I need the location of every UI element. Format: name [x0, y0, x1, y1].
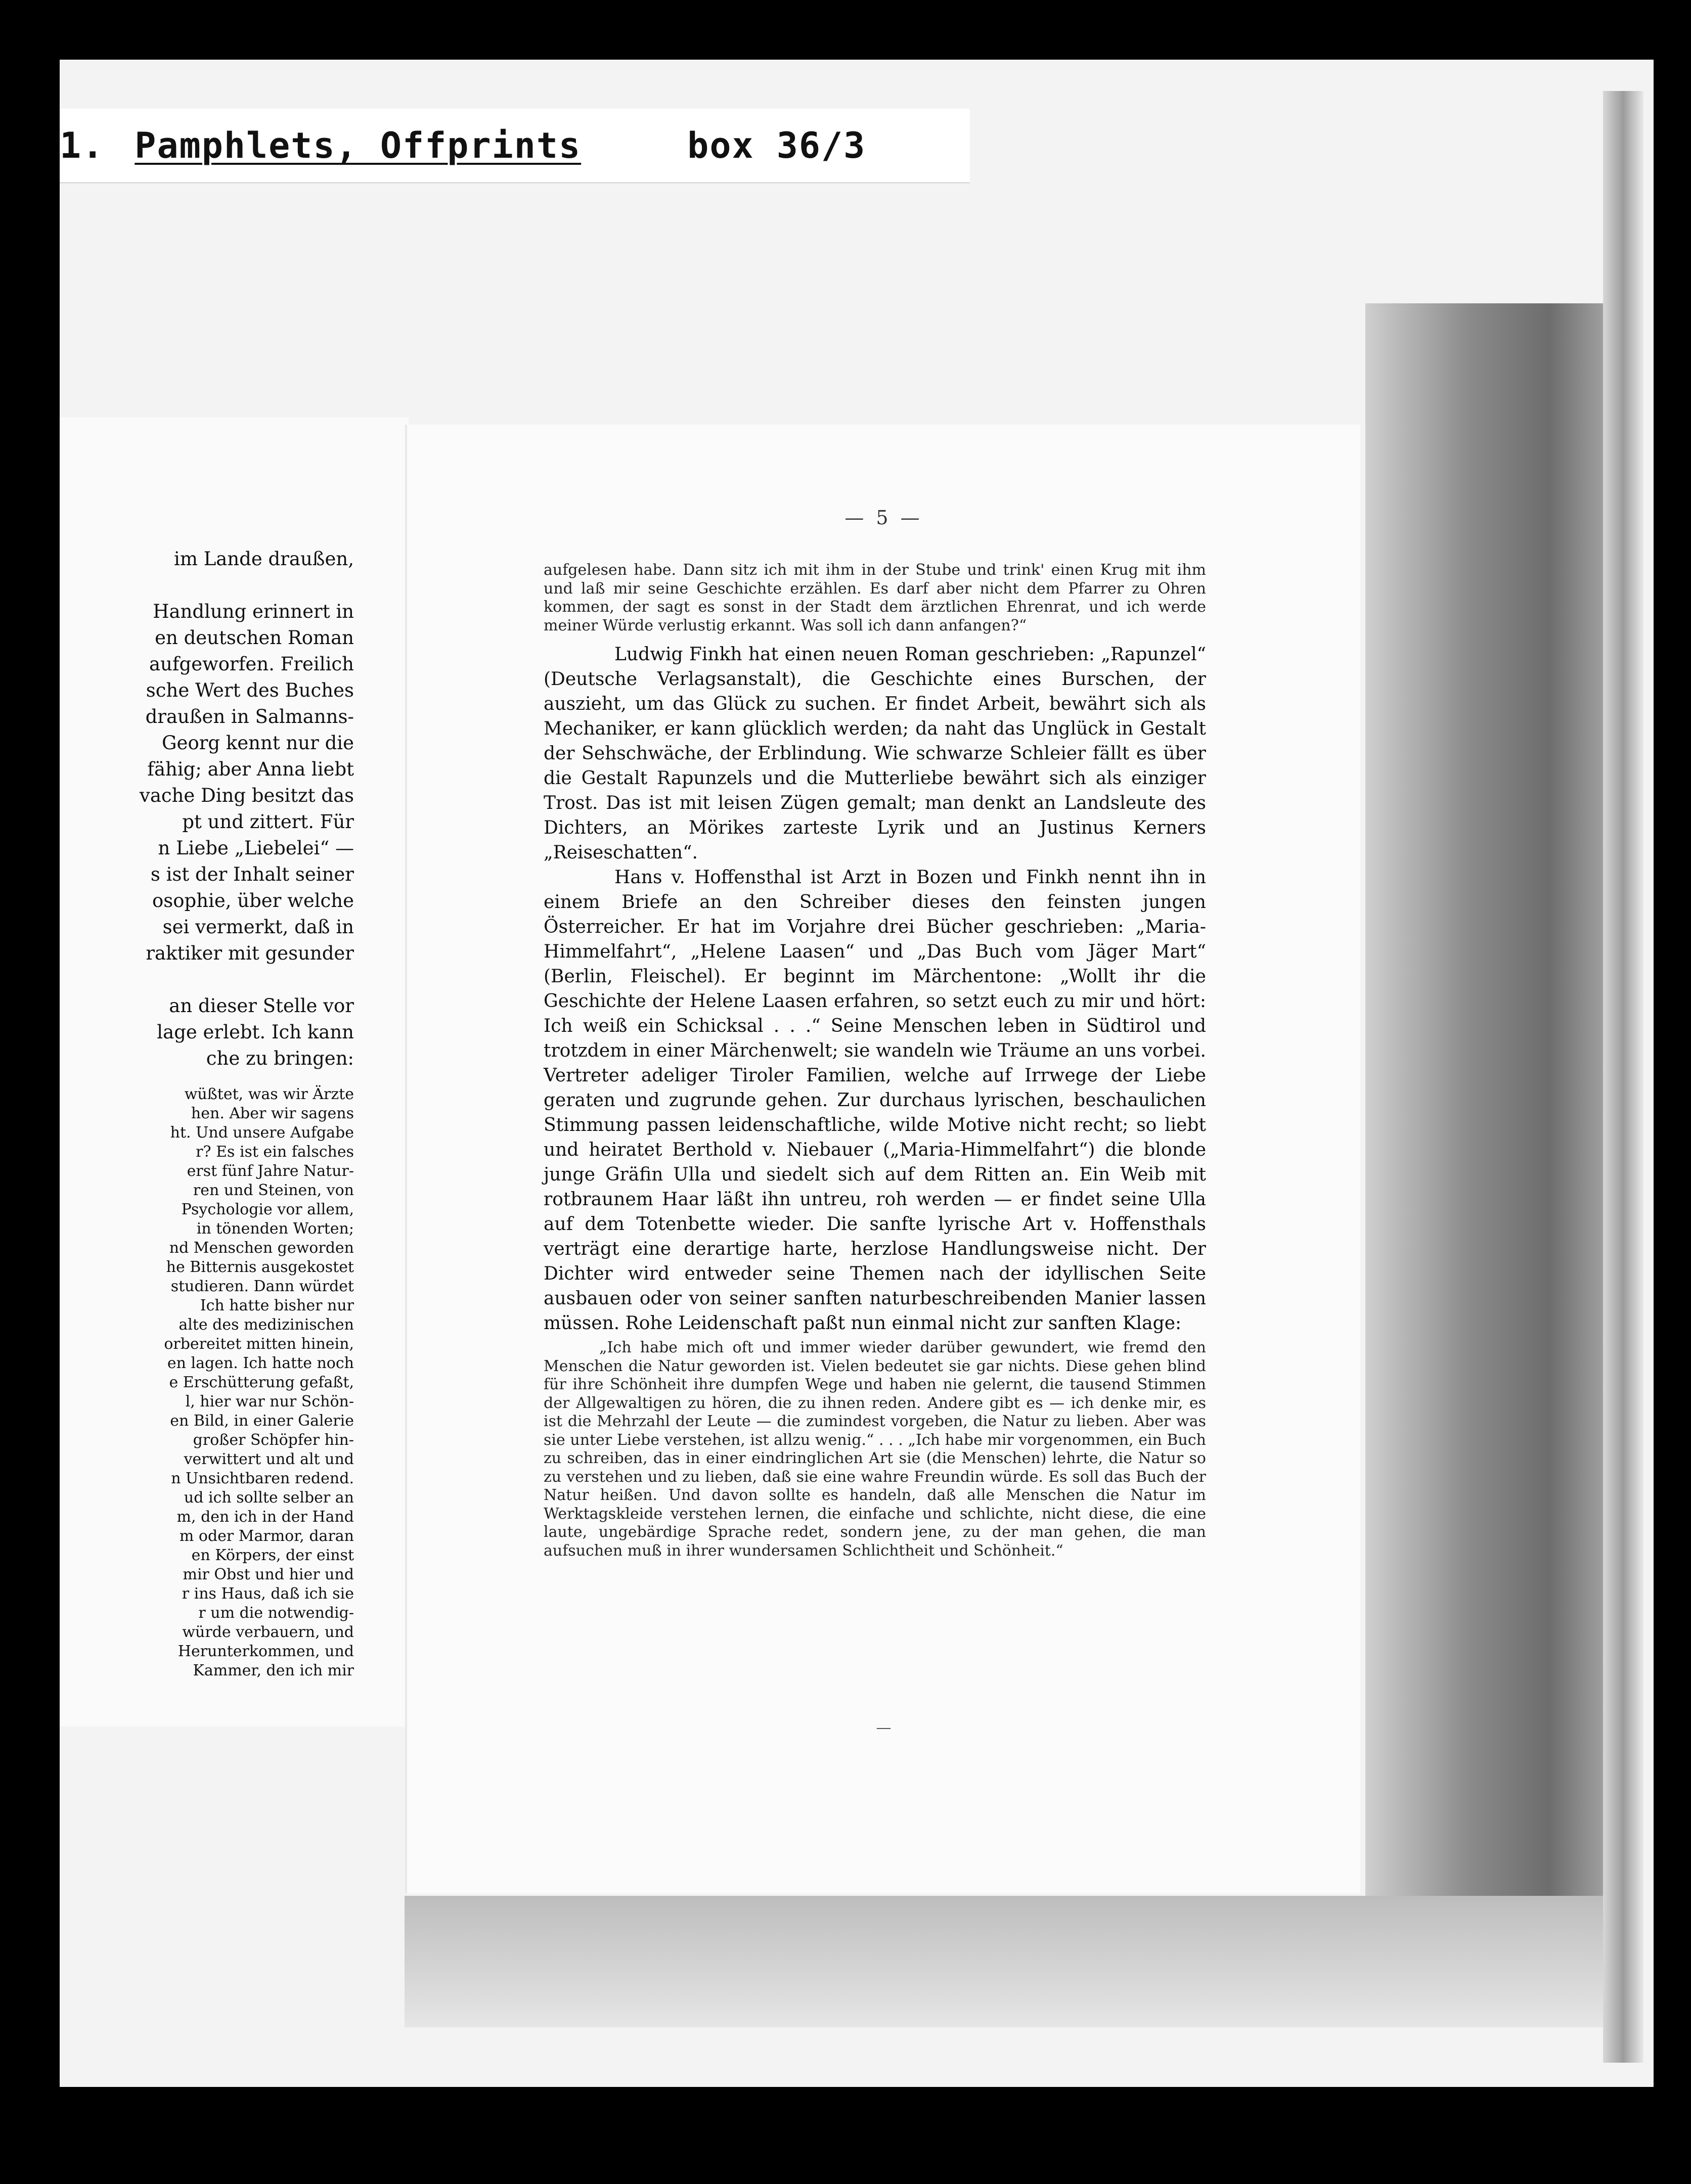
left-page-line: fähig; aber Anna liebt: [147, 758, 354, 780]
left-page-line: e Erschütterung gefaßt,: [169, 1374, 354, 1391]
left-page-line: großer Schöpfer hin-: [193, 1431, 354, 1449]
left-page-line: orbereitet mitten hinein,: [164, 1335, 354, 1353]
scan-shadow: [1365, 303, 1628, 1896]
left-page-line: [60, 572, 354, 599]
left-page-line: osophie, über welche: [152, 890, 354, 912]
paragraph-hoffensthal: Hans v. Hoffensthal ist Arzt in Bozen und Finkh nennt ihn in einem Briefe an den Schreiber dieses den feinsten jungen Österreicher. Er hat im Vorjahre drei Bücher geschrieben: „Maria-Himmelfahrt“, „Helene Laasen“ und „Das Buch vom Jäger Mart“ (Berlin, Fleischel). Er beginnt im Märchentone: „Wollt ihr die Geschichte der Helene Laasen erfahren, so setzt euch zu mir und hört: Ich weiß ein Schicksal . . .“ Seine Menschen leben in Südtirol und trotzdem in einer Märchenwelt; sie wandeln wie Träume an uns vorbei. Vertreter adeliger Tiroler Familien, welche auf Irrwege der Liebe geraten und zugrunde gehen. Zur durchaus lyrischen, beschaulichen Stimmung passen leidenschaftliche, wilde Motive nicht recht; so liebt und heiratet Berthold v. Niebauer („Maria-Himmelfahrt“) die blonde junge Gräfin Ulla und siedelt sich auf dem Ritten an. Ein Weib mit rotbraunem Haar läßt ihn untreu, roh werden — er findet seine Ulla auf dem Totenbette wieder. Die sanfte lyrische Art v. Hoffensthals verträgt eine derartige harte, herzlose Handlungsweise nicht. Der Dichter wird entweder seine Themen nach der idyllischen Seite ausbauen oder von seiner sanften naturbeschreibenden Manier lassen müssen. Rohe Leidenschaft paßt nun einmal nicht zur sanften Klage:: [544, 867, 1206, 1334]
left-page-line: an dieser Stelle vor: [169, 995, 354, 1017]
left-page-line: en lagen. Ich hatte noch: [167, 1354, 354, 1372]
left-page-line: draußen in Salmanns-: [145, 706, 354, 727]
left-page-line: en deutschen Roman: [155, 627, 354, 649]
left-page-line: nd Menschen geworden: [169, 1239, 354, 1257]
left-page-line: l, hier war nur Schön-: [185, 1393, 354, 1410]
quote-intro: aufgelesen habe. Dann sitz ich mit ihm in der Stube und trink' einen Krug mit ihm und laß mir seine Geschichte erzählen. Es darf aber nicht dem Pfarrer zu Ohren kommen, der sagt es sonst in der Stadt dem ärztlichen Ehrenrat, und ich werde meiner Würde verlustig erkannt. Was soll ich dann anfangen?“: [544, 561, 1206, 634]
left-page-line: in tönenden Worten;: [196, 1220, 354, 1238]
left-page-line: studieren. Dann würdet: [170, 1278, 354, 1295]
left-page-line: sche Wert des Buches: [146, 679, 354, 701]
left-page-line: aufgeworfen. Freilich: [149, 653, 354, 675]
left-page-line: m oder Marmor, daran: [179, 1527, 354, 1545]
end-mark: —: [876, 1719, 892, 1737]
left-page-line: m, den ich in der Hand: [176, 1508, 354, 1526]
left-page-line: n Liebe „Liebelei“ —: [158, 837, 354, 859]
left-page-line: en Körpers, der einst: [191, 1546, 354, 1564]
left-page-line: ud ich sollte selber an: [184, 1489, 354, 1507]
left-page-line: en Bild, in einer Galerie: [170, 1412, 354, 1430]
label-box: box 36/3: [687, 125, 866, 166]
left-page-line: che zu bringen:: [206, 1048, 354, 1069]
main-page-text: [544, 561, 1206, 1560]
main-page: [407, 425, 1360, 1893]
left-page-small-lines: [60, 1085, 354, 1680]
left-page-line: Kammer, den ich mir: [193, 1662, 354, 1679]
left-page-fragment: [60, 417, 409, 1726]
left-page-line: Ich hatte bisher nur: [200, 1297, 354, 1314]
left-page-line: he Bitternis ausgekostet: [166, 1258, 354, 1276]
left-page-line: im Lande draußen,: [174, 548, 354, 570]
left-page-line: r? Es ist ein falsches: [196, 1143, 354, 1161]
left-page-line: ren und Steinen, von: [193, 1181, 354, 1199]
left-page-line: alte des medizinischen: [179, 1316, 354, 1334]
left-page-line: r um die notwendig-: [198, 1604, 354, 1622]
left-page-line: n Unsichtbaren redend.: [171, 1470, 354, 1487]
left-page-line: ht. Und unsere Aufgabe: [170, 1124, 354, 1142]
left-page-line: [60, 967, 354, 993]
left-page-text: [60, 546, 354, 1680]
quote-closing: „Ich habe mich oft und immer wieder darüber gewundert, wie fremd den Menschen die Natur geworden ist. Vielen bedeutet sie gar nichts. Diese gehen blind für ihre Schönheit ihre dumpfen Wege und haben nie gelernt, die tausend Stimmen der Allgewaltigen zu hören, die zu ihnen reden. Andere gibt es — ich denke mir, es ist die Mehrzahl der Leute — die zumindest vorgeben, die Natur zu lieben. Aber was sie unter Liebe verstehen, ist allzu wenig.“ . . . „Ich habe mir vorgenommen, ein Buch zu schreiben, das in einer eindringlichen Art sie (die Menschen) lehrte, die Natur so zu verstehen und zu lieben, daß sie eine wahre Freundin würde. Es soll das Buch der Natur heißen. Und davon sollte es handeln, daß alle Menschen die Natur im Werktagskleide verstehen lernen, die einfache und schlichte, nicht diese, die eine laute, ungebärdige Sprache redet, sondern jene, zu der man gehen, die man aufsuchen muß in ihrer wundersamen Schlichtheit und Schönheit.“: [544, 1339, 1206, 1560]
paragraph-finkh: Ludwig Finkh hat einen neuen Roman geschrieben: „Rapunzel“ (Deutsche Verlagsanstalt), die Geschichte eines Burschen, der auszieht, um das Glück zu suchen. Er findet Arbeit, bewährt sich als Mechaniker, er kann glücklich werden; da naht das Unglück in Gestalt der Sehschwäche, der Erblindung. Wie schwarze Schleier fällt es über die Gestalt Rapunzels und die Mutterliebe bewährt sich als einziger Trost. Das ist mit leisen Zügen gemalt; man denkt an Landsleute des Dichters, an Mörikes zarteste Lyrik und an Justinus Kerners „Reiseschatten“.: [544, 644, 1206, 863]
left-page-line: Georg kennt nur die: [162, 732, 354, 754]
left-page-line: wüßtet, was wir Ärzte: [184, 1085, 354, 1103]
left-page-line: mir Obst und hier und: [183, 1566, 354, 1583]
left-page-line: s ist der Inhalt seiner: [150, 863, 354, 885]
left-page-line: hen. Aber wir sagens: [191, 1105, 354, 1122]
left-page-line: würde verbauern, und: [182, 1623, 354, 1641]
left-page-line: lage erlebt. Ich kann: [157, 1021, 354, 1043]
page-number: — 5 —: [844, 507, 923, 529]
left-page-line: verwittert und alt und: [184, 1450, 354, 1468]
left-page-line: Handlung erinnert in: [153, 601, 354, 622]
left-page-large-lines: [60, 546, 354, 1072]
left-page-line: Herunterkommen, und: [177, 1643, 354, 1660]
backing-sheet-edge: [1603, 91, 1643, 2063]
left-page-line: erst fünf Jahre Natur-: [187, 1162, 354, 1180]
left-page-line: sei vermerkt, daß in: [162, 916, 354, 938]
left-page-line: vache Ding besitzt das: [139, 785, 354, 806]
label-number: 1.: [60, 125, 105, 166]
archive-label-text: [60, 115, 866, 176]
left-page-line: pt und zittert. Für: [182, 811, 354, 833]
left-page-line: r ins Haus, daß ich sie: [182, 1585, 354, 1603]
left-page-line: raktiker mit gesunder: [146, 942, 354, 964]
left-page-line: Psychologie vor allem,: [181, 1201, 354, 1218]
scan-shadow-bottom: [405, 1896, 1628, 2027]
label-series: Pamphlets, Offprints: [135, 125, 582, 166]
